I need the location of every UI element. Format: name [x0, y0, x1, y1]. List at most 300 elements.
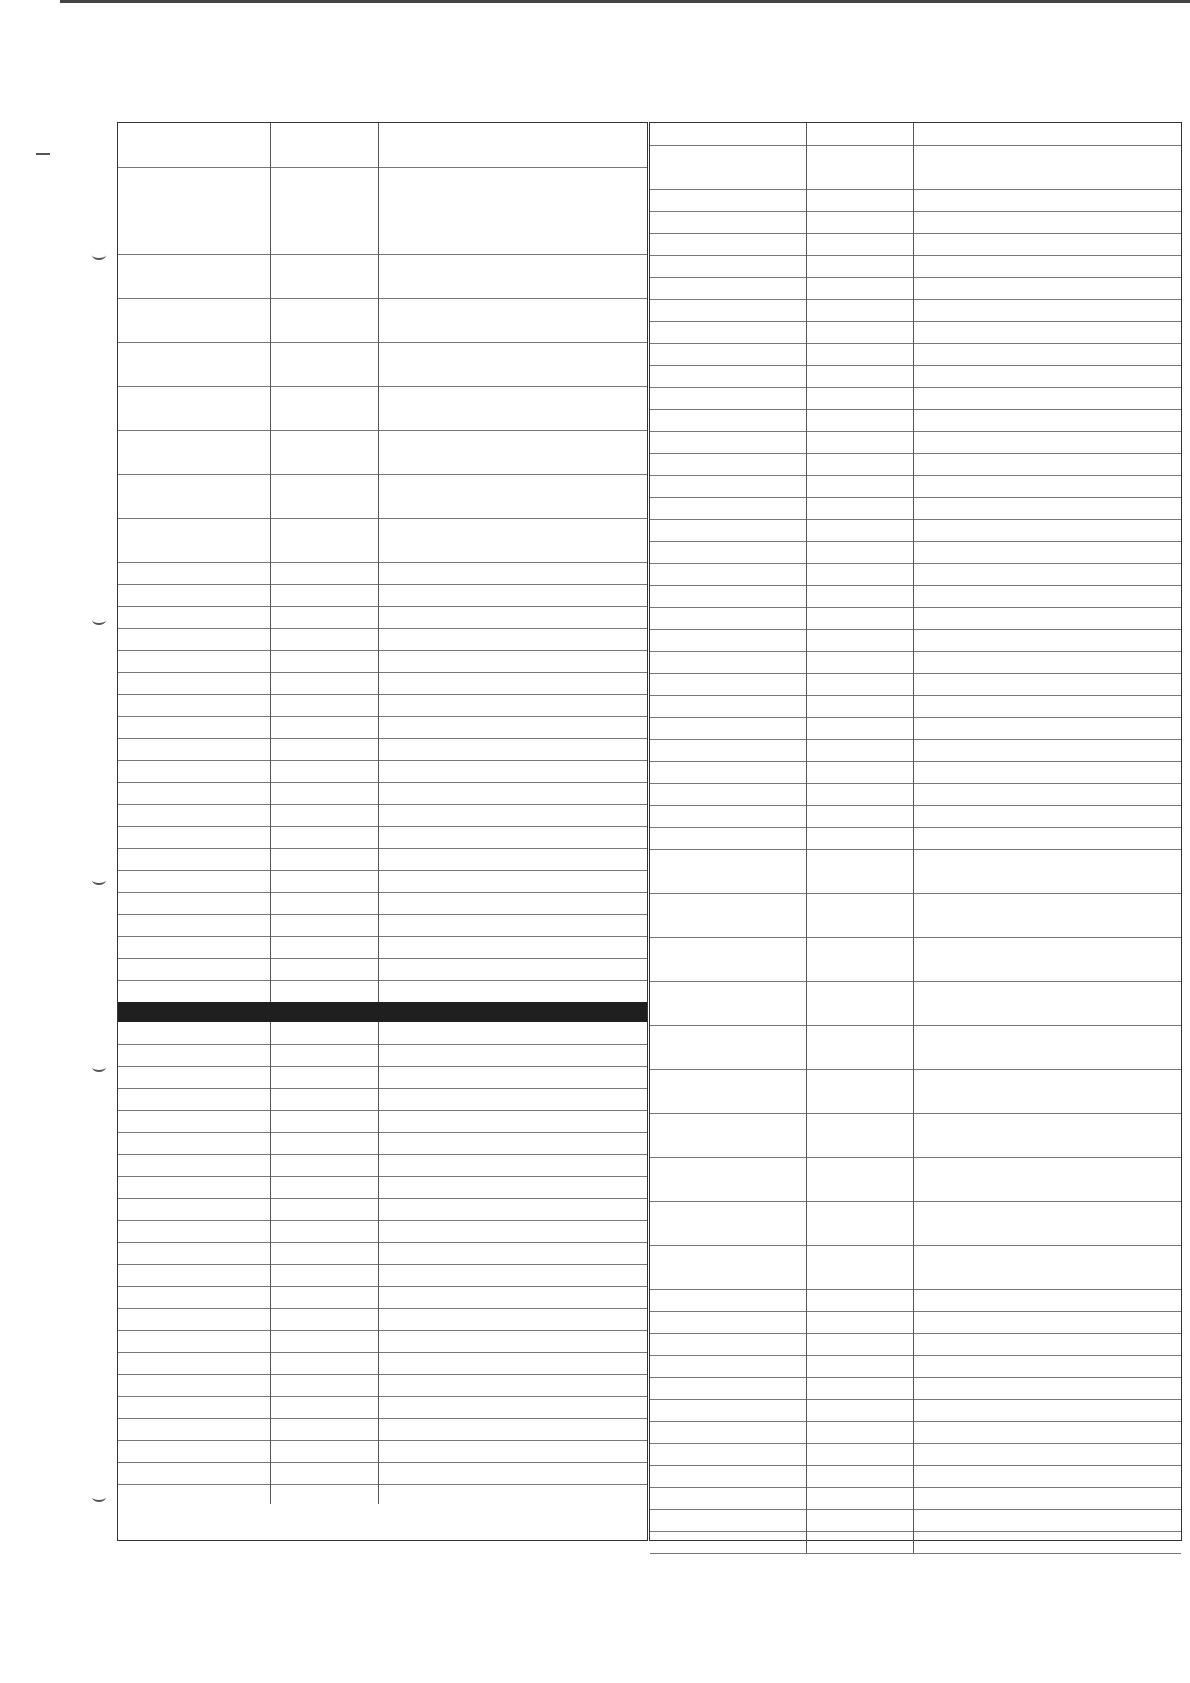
part-row [118, 1396, 647, 1419]
description-cell [914, 299, 1181, 321]
part-row [650, 585, 1181, 608]
part-row [650, 717, 1181, 740]
section-heading-row [650, 1355, 1181, 1378]
description-cell [379, 1286, 647, 1308]
symbol-cell [118, 1088, 271, 1110]
part-row [650, 1201, 1181, 1246]
description-line [386, 126, 640, 141]
description-cell [914, 893, 1181, 937]
table-row [118, 1220, 647, 1243]
part-number-cell [807, 1069, 914, 1113]
part-number-cell [271, 1176, 379, 1198]
alc-unit-title-band [118, 1002, 647, 1022]
symbol-cell [118, 1440, 271, 1462]
part-number-cell [807, 1333, 914, 1355]
part-row [650, 1333, 1181, 1356]
description-cell [379, 606, 647, 628]
table-row [118, 562, 647, 585]
symbol-cell [650, 1201, 807, 1245]
description-cell [379, 1088, 647, 1110]
part-row [650, 409, 1181, 432]
part-number-cell [807, 453, 914, 475]
description-cell [914, 1333, 1181, 1355]
table-row [118, 760, 647, 783]
symbol-cell [118, 694, 271, 716]
description-cell [379, 1110, 647, 1132]
symbol-cell [118, 1330, 271, 1352]
symbol-cell [650, 1311, 807, 1333]
part-row [650, 277, 1181, 300]
part-row [650, 827, 1181, 850]
part-row [118, 298, 647, 343]
description-cell [914, 409, 1181, 431]
description-cell [379, 870, 647, 892]
description-cell [379, 672, 647, 694]
part-row [650, 1443, 1181, 1466]
symbol-cell [118, 1242, 271, 1264]
symbol-cell [650, 255, 807, 277]
description-line [921, 852, 1174, 867]
symbol-cell [650, 497, 807, 519]
description-cell [379, 298, 647, 342]
description-line [921, 258, 1174, 273]
description-cell [914, 189, 1181, 211]
part-number-cell [807, 1531, 914, 1553]
symbol-cell [650, 717, 807, 739]
description-line [921, 1446, 1174, 1461]
description-cell [914, 387, 1181, 409]
description-line [921, 346, 1174, 361]
symbol-cell [118, 628, 271, 650]
description-line [921, 676, 1174, 691]
description-cell [914, 805, 1181, 827]
description-cell [914, 1289, 1181, 1311]
symbol-cell [118, 716, 271, 738]
part-number-cell [807, 123, 914, 145]
part-number-cell [807, 695, 914, 717]
description-line [921, 1072, 1174, 1087]
description-cell [379, 1132, 647, 1154]
binder-hole-mark [92, 1492, 106, 1502]
part-number-cell [271, 694, 379, 716]
part-number-cell [271, 167, 379, 254]
symbol-cell [118, 1154, 271, 1176]
part-row [118, 1374, 647, 1397]
symbol-cell [650, 343, 807, 365]
description-cell [379, 804, 647, 826]
description-cell [379, 342, 647, 386]
table-row [118, 1418, 647, 1441]
part-number-cell [271, 892, 379, 914]
symbol-cell [650, 1245, 807, 1289]
description-cell [379, 892, 647, 914]
symbol-cell [118, 980, 271, 1002]
part-row [650, 387, 1181, 410]
description-cell [379, 1440, 647, 1462]
description-line [921, 148, 1174, 163]
margin-mark [36, 153, 50, 155]
description-line [921, 632, 1174, 647]
part-number-cell [807, 365, 914, 387]
symbol-cell [650, 1025, 807, 1069]
part-row [650, 211, 1181, 234]
part-number-cell [271, 584, 379, 606]
part-number-cell [807, 1289, 914, 1311]
part-number-cell [271, 518, 379, 562]
description-cell [914, 1421, 1181, 1443]
description-cell [379, 738, 647, 760]
symbol-cell [118, 606, 271, 628]
part-number-cell [807, 277, 914, 299]
description-cell [379, 1374, 647, 1396]
binder-hole-mark [92, 1062, 106, 1072]
description-cell [914, 739, 1181, 761]
description-line [921, 192, 1174, 207]
description-cell [379, 562, 647, 584]
part-number-cell [807, 1399, 914, 1421]
description-line [921, 544, 1174, 559]
table-row [650, 1377, 1181, 1400]
part-number-cell [271, 342, 379, 386]
description-cell [914, 1245, 1181, 1289]
part-row [650, 475, 1181, 498]
description-cell [379, 1462, 647, 1484]
description-line [386, 345, 640, 360]
symbol-cell [118, 1066, 271, 1088]
description-line [386, 521, 640, 536]
symbol-cell [118, 386, 271, 430]
symbol-cell [118, 1198, 271, 1220]
symbol-cell [650, 629, 807, 651]
symbol-cell [650, 1465, 807, 1487]
section-heading-row [118, 1330, 647, 1353]
description-cell [379, 1396, 647, 1418]
table-row [650, 1289, 1181, 1312]
table-row [118, 1286, 647, 1309]
part-row [118, 430, 647, 475]
symbol-cell [650, 695, 807, 717]
right-parts-table [649, 122, 1182, 1541]
part-number-cell [271, 1440, 379, 1462]
description-cell [379, 1264, 647, 1286]
description-line [921, 169, 1174, 184]
part-row [650, 453, 1181, 476]
part-row [650, 1113, 1181, 1158]
description-cell [914, 1443, 1181, 1465]
part-row [650, 299, 1181, 322]
description-cell [914, 233, 1181, 255]
part-number-cell [271, 1418, 379, 1440]
part-number-cell [271, 1198, 379, 1220]
symbol-cell [650, 145, 807, 189]
description-cell [379, 628, 647, 650]
description-line [921, 412, 1174, 427]
part-number-cell [271, 123, 379, 167]
section-heading-row [650, 651, 1181, 674]
part-number-cell [807, 189, 914, 211]
description-line [921, 984, 1174, 999]
description-line [921, 368, 1174, 383]
symbol-cell [118, 1484, 271, 1504]
symbol-cell [118, 1374, 271, 1396]
description-cell [379, 430, 647, 474]
table-row [118, 738, 647, 761]
part-number-cell [271, 562, 379, 584]
part-number-cell [807, 937, 914, 981]
part-number-cell [807, 233, 914, 255]
symbol-cell [650, 981, 807, 1025]
part-row [650, 233, 1181, 256]
description-cell [914, 541, 1181, 563]
symbol-cell [118, 738, 271, 760]
part-number-cell [807, 739, 914, 761]
symbol-cell [650, 563, 807, 585]
description-cell [914, 343, 1181, 365]
part-row [118, 518, 647, 563]
part-number-cell [807, 717, 914, 739]
part-number-cell [807, 981, 914, 1025]
part-row [650, 695, 1181, 718]
description-line [921, 214, 1174, 229]
description-line [921, 1028, 1174, 1043]
description-line [921, 940, 1174, 955]
part-row [650, 849, 1181, 894]
table-row [650, 783, 1181, 806]
description-cell [914, 1113, 1181, 1157]
description-cell [914, 255, 1181, 277]
section-heading-row [650, 1465, 1181, 1488]
part-row [650, 981, 1181, 1026]
symbol-cell [650, 409, 807, 431]
section-heading-row [118, 584, 647, 607]
description-cell [379, 1154, 647, 1176]
description-cell [379, 1242, 647, 1264]
part-number-cell [807, 519, 914, 541]
description-line [921, 896, 1174, 911]
part-row [118, 914, 647, 937]
table-row [118, 848, 647, 871]
symbol-cell [650, 739, 807, 761]
part-row [650, 629, 1181, 652]
part-number-cell [807, 1157, 914, 1201]
description-line [921, 456, 1174, 471]
part-number-cell [271, 1242, 379, 1264]
part-number-cell [271, 1220, 379, 1242]
part-row [650, 431, 1181, 454]
part-row [650, 1421, 1181, 1444]
part-row [118, 254, 647, 299]
part-row [650, 541, 1181, 564]
description-cell [379, 123, 647, 167]
part-number-cell [271, 936, 379, 958]
symbol-cell [650, 1421, 807, 1443]
symbol-cell [650, 431, 807, 453]
description-line [921, 522, 1174, 537]
part-row [650, 563, 1181, 586]
table-row [118, 672, 647, 695]
description-line [921, 610, 1174, 625]
part-number-cell [271, 914, 379, 936]
description-cell [914, 761, 1181, 783]
table-row [118, 870, 647, 893]
part-number-cell [807, 211, 914, 233]
part-number-cell [271, 386, 379, 430]
part-row [650, 1069, 1181, 1114]
symbol-cell [650, 321, 807, 343]
description-cell [914, 827, 1181, 849]
part-row [118, 716, 647, 739]
description-line [921, 1116, 1174, 1131]
part-number-cell [807, 1377, 914, 1399]
description-line [386, 301, 640, 316]
description-cell [379, 386, 647, 430]
description-cell [914, 1377, 1181, 1399]
part-number-cell [271, 1484, 379, 1504]
description-line [921, 1204, 1174, 1219]
symbol-cell [118, 1286, 271, 1308]
part-row [118, 167, 647, 255]
description-cell [379, 1308, 647, 1330]
left-parts-table [117, 122, 648, 1541]
description-cell [914, 519, 1181, 541]
description-cell [914, 277, 1181, 299]
part-number-cell [271, 650, 379, 672]
symbol-cell [650, 1333, 807, 1355]
symbol-cell [650, 299, 807, 321]
part-number-cell [271, 1088, 379, 1110]
symbol-cell [118, 518, 271, 562]
part-row [650, 893, 1181, 938]
symbol-cell [650, 1487, 807, 1509]
table-row [118, 980, 647, 1003]
description-line [921, 478, 1174, 493]
part-row [650, 519, 1181, 542]
part-number-cell [271, 1330, 379, 1352]
part-number-cell [807, 409, 914, 431]
part-number-cell [807, 761, 914, 783]
description-cell [379, 1198, 647, 1220]
description-line [921, 280, 1174, 295]
description-cell [379, 782, 647, 804]
symbol-cell [118, 562, 271, 584]
description-cell [379, 1330, 647, 1352]
part-number-cell [807, 849, 914, 893]
symbol-cell [118, 782, 271, 804]
part-number-cell [271, 958, 379, 980]
symbol-cell [118, 167, 271, 254]
description-line [386, 1399, 640, 1414]
alc-unit-column-header [118, 1022, 647, 1045]
description-line [386, 170, 640, 185]
description-cell [914, 453, 1181, 475]
description-cell [914, 1025, 1181, 1069]
part-row [650, 607, 1181, 630]
part-number-cell [807, 1201, 914, 1245]
description-line [386, 1355, 640, 1370]
part-number-cell [807, 255, 914, 277]
description-line [921, 324, 1174, 339]
symbol-cell [118, 1396, 271, 1418]
part-number-cell [807, 431, 914, 453]
table-row [118, 1308, 647, 1331]
part-number-cell [271, 804, 379, 826]
symbol-cell [118, 342, 271, 386]
symbol-cell [650, 827, 807, 849]
symbol-cell [650, 453, 807, 475]
part-number-cell [807, 1421, 914, 1443]
description-cell [379, 1352, 647, 1374]
description-cell [379, 914, 647, 936]
section-heading-row [650, 1245, 1181, 1290]
symbol-cell [650, 541, 807, 563]
part-row [650, 739, 1181, 762]
part-row [650, 937, 1181, 982]
part-row [118, 804, 647, 827]
symbol-cell [118, 584, 271, 606]
description-cell [914, 783, 1181, 805]
part-number-cell [807, 1113, 914, 1157]
symbol-cell [650, 849, 807, 893]
symbol-cell [650, 585, 807, 607]
part-number-cell [271, 1352, 379, 1374]
symbol-cell [118, 1022, 271, 1044]
part-number-cell [271, 298, 379, 342]
description-cell [914, 981, 1181, 1025]
description-line [921, 1160, 1174, 1175]
description-cell [914, 497, 1181, 519]
description-cell [914, 321, 1181, 343]
description-cell [914, 651, 1181, 673]
symbol-cell [118, 254, 271, 298]
symbol-cell [650, 607, 807, 629]
description-cell [379, 694, 647, 716]
symbol-cell [650, 123, 807, 145]
description-cell [379, 1484, 647, 1504]
description-cell [914, 717, 1181, 739]
symbol-cell [650, 1289, 807, 1311]
description-line [921, 566, 1174, 581]
symbol-cell [118, 1462, 271, 1484]
symbol-cell [650, 805, 807, 827]
part-number-cell [271, 1396, 379, 1418]
part-number-cell [807, 343, 914, 365]
symbol-cell [650, 1531, 807, 1553]
description-cell [379, 958, 647, 980]
symbol-cell [118, 1418, 271, 1440]
symbol-cell [118, 848, 271, 870]
description-cell [379, 936, 647, 958]
part-number-cell [271, 1132, 379, 1154]
symbol-cell [650, 277, 807, 299]
part-number-cell [807, 673, 914, 695]
symbol-cell [650, 1443, 807, 1465]
symbol-cell [118, 430, 271, 474]
part-number-cell [807, 585, 914, 607]
symbol-cell [650, 1377, 807, 1399]
part-number-cell [271, 760, 379, 782]
part-number-cell [271, 1286, 379, 1308]
part-number-cell [271, 738, 379, 760]
description-cell [914, 145, 1181, 189]
section-heading-row [118, 892, 647, 915]
part-number-cell [271, 430, 379, 474]
description-cell [914, 607, 1181, 629]
part-row [118, 342, 647, 387]
part-number-cell [271, 606, 379, 628]
description-cell [379, 1022, 647, 1044]
symbol-cell [650, 1355, 807, 1377]
symbol-cell [118, 936, 271, 958]
